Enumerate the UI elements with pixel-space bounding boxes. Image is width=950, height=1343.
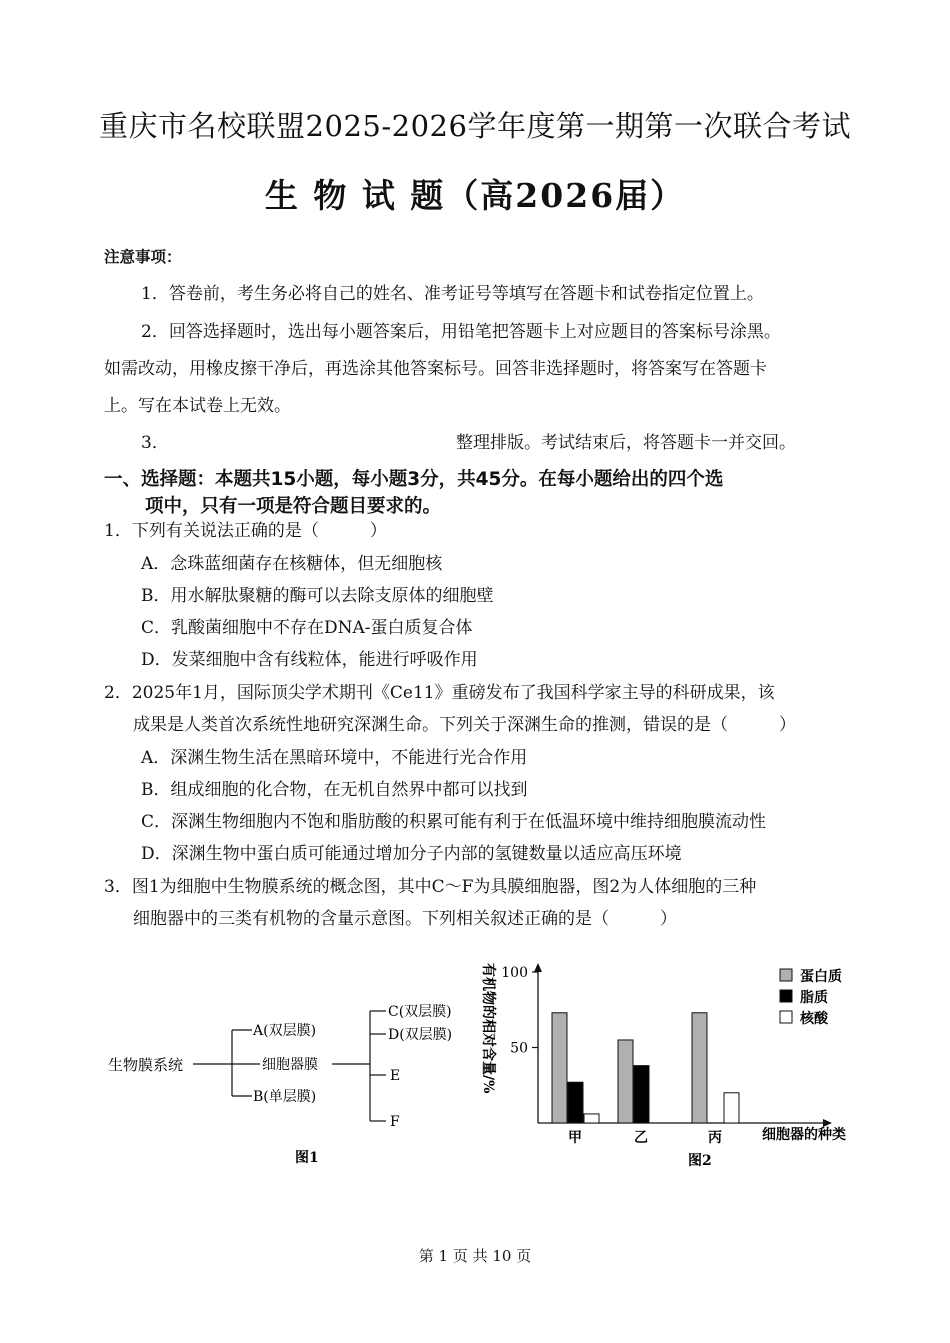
section-heading-line-1: 一、选择题：本题共15小题，每小题3分，共45分。在每小题给出的四个选 [104,469,724,490]
q1-stem: 1．下列有关说法正确的是（ ） [104,521,387,541]
figure-2-bar-chart [470,955,870,1180]
q2-stem-line-1: 2．2025年1月，国际顶尖学术期刊《Ce11》重磅发布了我国科学家主导的科研成果，该 [104,683,775,703]
figure-1-concept-map [100,990,480,1170]
legend-label-脂质: 脂质 [800,990,828,1006]
figure-1-leaf-d: D(双层膜) [388,1027,453,1043]
figure-1-branch-organelle: 细胞器膜 [262,1057,318,1073]
bar-蛋白质-乙 [618,1040,633,1123]
bar-蛋白质-丙 [692,1013,707,1123]
q2-option-b: B．组成细胞的化合物，在无机自然界中都可以找到 [141,780,528,800]
figure-1-branch-b: B(单层膜) [253,1089,317,1105]
y-tick-label: 100 [501,965,528,981]
notice-heading: 注意事项： [104,248,182,266]
figure-1-root-label: 生物膜系统 [108,1056,184,1074]
notice-item-2-line-3: 上。写在本试卷上无效。 [104,396,291,416]
q2-stem-line-2: 成果是人类首次系统性地研究深渊生命。下列关于深渊生命的推测，错误的是（ ） [133,715,796,735]
figure-1-leaf-e: E [390,1068,401,1084]
figure-1-branch-a: A(双层膜) [253,1023,317,1039]
q1-option-d: D．发菜细胞中含有线粒体，能进行呼吸作用 [141,650,478,670]
q2-option-d: D．深渊生物中蛋白质可能通过增加分子内部的氢键数量以适应高压环境 [141,844,682,864]
y-axis-label: 有机物的相对含量/% [480,963,496,1094]
bar-脂质-乙 [634,1066,649,1123]
figure-1-caption: 图1 [295,1150,319,1166]
q2-option-a: A．深渊生物生活在黑暗环境中，不能进行光合作用 [141,748,528,768]
bar-核酸-甲 [584,1114,599,1123]
legend-label-蛋白质: 蛋白质 [800,969,842,985]
bar-核酸-丙 [724,1093,739,1123]
bar-脂质-甲 [568,1082,583,1123]
q3-stem-line-2: 细胞器中的三类有机物的含量示意图。下列相关叙述正确的是（ ） [133,909,677,929]
x-tick-label-乙: 乙 [634,1130,648,1146]
figure-1-leaf-c: C(双层膜) [388,1004,452,1020]
legend-label-核酸: 核酸 [800,1011,828,1027]
legend-swatch-脂质 [780,990,792,1002]
y-axis-arrow [534,963,542,972]
q1-option-a: A．念珠蓝细菌存在核糖体，但无细胞核 [141,554,443,574]
paper-subtitle: 生 物 试 题（高2026届） [264,176,686,215]
notice-item-3-text: 整理排版。考试结束后，将答题卡一并交回。 [456,433,796,453]
q1-option-c: C．乳酸菌细胞中不存在DNA-蛋白质复合体 [141,618,473,638]
figure-1-leaf-f: F [390,1114,400,1130]
notice-item-3-number: 3． [141,433,169,453]
y-tick-label: 50 [510,1040,528,1057]
notice-item-2-line-1: 2．回答选择题时，选出每小题答案后，用铅笔把答题卡上对应题目的答案标号涂黑。 [141,322,781,342]
notice-item-1: 1．答卷前，考生务必将自己的姓名、准考证号等填写在答题卡和试卷指定位置上。 [141,284,764,304]
legend-swatch-蛋白质 [780,969,792,981]
x-axis-arrow [823,1119,832,1127]
q2-option-c: C．深渊生物细胞内不饱和脂肪酸的积累可能有利于在低温环境中维持细胞膜流动性 [141,812,767,832]
q1-option-b: B．用水解肽聚糖的酶可以去除支原体的细胞壁 [141,586,494,606]
figure-2-caption: 图2 [688,1153,712,1169]
page-footer: 第 1 页 共 10 页 [418,1247,532,1265]
exam-title: 重庆市名校联盟2025-2026学年度第一期第一次联合考试 [99,109,851,143]
section-heading-line-2: 项中，只有一项是符合题目要求的。 [145,496,442,517]
notice-item-2-line-2: 如需改动，用橡皮擦干净后，再选涂其他答案标号。回答非选择题时，将答案写在答题卡 [104,359,767,379]
q3-stem-line-1: 3．图1为细胞中生物膜系统的概念图，其中C～F为具膜细胞器，图2为人体细胞的三种 [104,877,757,897]
x-axis-label: 细胞器的种类 [762,1127,846,1143]
x-tick-label-丙: 丙 [708,1130,722,1146]
x-tick-label-甲: 甲 [568,1130,582,1146]
bar-蛋白质-甲 [552,1013,567,1123]
legend-swatch-核酸 [780,1011,792,1023]
